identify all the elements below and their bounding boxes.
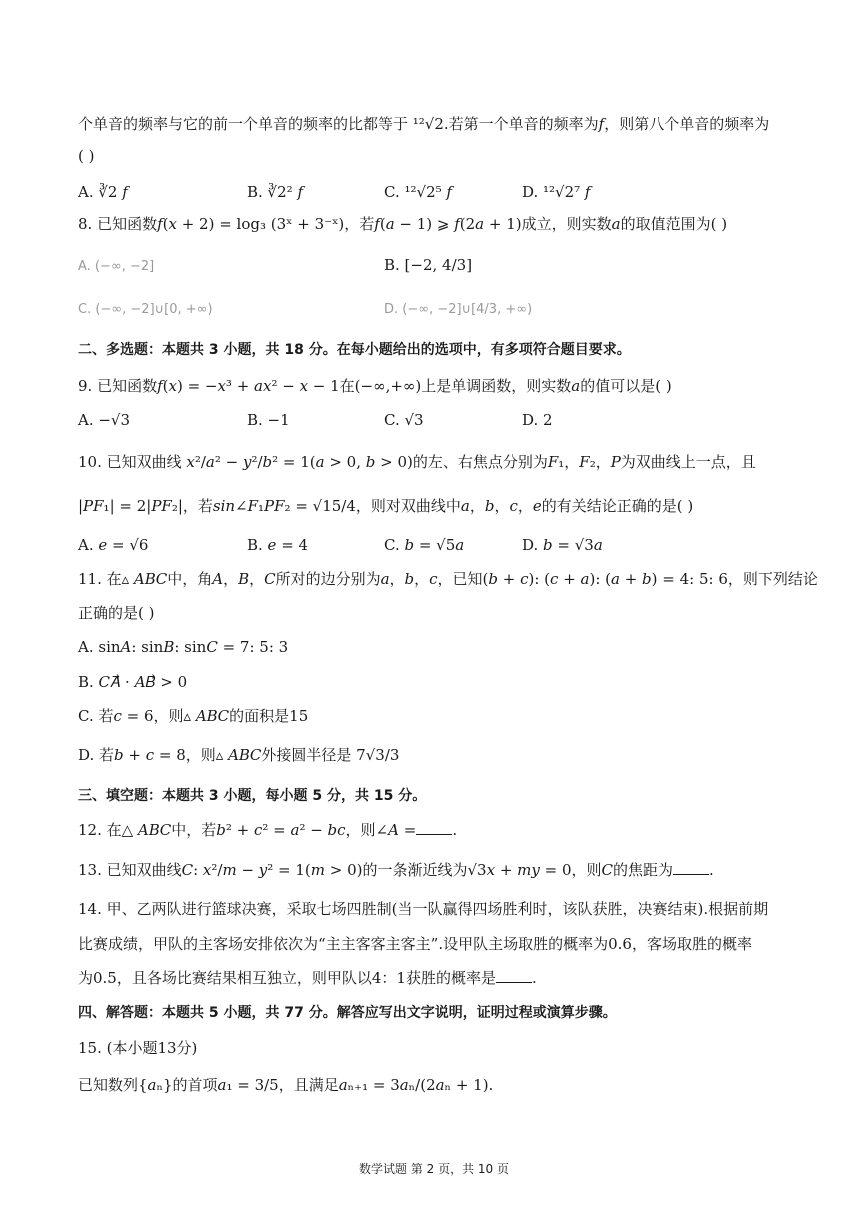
section-4-heading: 四、解答题：本题共 5 小题，共 77 分。解答应写出文字说明，证明过程或演算步骤。	[78, 1005, 617, 1021]
q8-option-c-text: C. (−∞, −2]∪[0, +∞)	[78, 302, 213, 317]
q13-answer-blank[interactable]	[673, 860, 709, 875]
q7-option-d: D. ¹²√2⁷ 𝑓	[522, 183, 591, 201]
q14-line3: 为0.5，且各场比赛结果相互独立，则甲队以4：1获胜的概率是 .	[78, 969, 537, 987]
q11-line1: 11. 在▵ 𝐴𝐵𝐶中，角𝐴，𝐵，𝐶所对的边分别为𝑎，𝑏，𝑐，已知(𝑏 + 𝑐): (𝑐 + 𝑎): (𝑎 + 𝑏) = 4: 5: 6，则下列结论	[78, 570, 818, 588]
q10-option-b: B. 𝑒 = 4	[247, 536, 309, 554]
q10-option-c: C. 𝑏 = √5𝑎	[384, 536, 465, 554]
q8-option-c	[78, 298, 213, 320]
q10-line2: |𝑃𝐹₁| = 2|𝑃𝐹₂|，若𝑠𝑖𝑛∠𝐹₁𝑃𝐹₂ = √15/4，则对双曲线中𝑎，𝑏，𝑐，𝑒的有关结论正确的是( )	[78, 497, 694, 515]
q12: 12. 在△ 𝐴𝐵𝐶中，若𝑏² + 𝑐² = 𝑎² − 𝑏𝑐，则∠𝐴 = .	[78, 821, 458, 839]
q8-option-d-text: D. (−∞, −2]∪[4/3, +∞)	[384, 302, 533, 317]
q8-option-a	[78, 255, 154, 277]
section-3-heading: 三、填空题：本题共 3 小题，每小题 5 分，共 15 分。	[78, 788, 427, 804]
q11-option-b: B. 𝐶𝐴⃗ ⋅ 𝐴𝐵⃗ > 0	[78, 673, 188, 691]
q9-option-c: C. √3	[384, 411, 424, 429]
q14-line2: 比赛成绩，甲队的主客场安排依次为“主主客客主客主”.设甲队主场取胜的概率为0.6，客场取胜的概率	[78, 935, 752, 953]
page-footer: 数学试题 第 2 页，共 10 页	[359, 1162, 509, 1176]
q7-option-c: C. ¹²√2⁵ 𝑓	[384, 183, 452, 201]
q9-option-a: A. −√3	[78, 411, 131, 429]
q14-line3-text: 为0.5，且各场比赛结果相互独立，则甲队以4：1获胜的概率是	[78, 969, 496, 987]
q9-option-d: D. 2	[522, 411, 553, 429]
q8-stem: 8. 已知函数𝑓(𝑥 + 2) = log₃ (3ˣ + 3⁻ˣ)，若𝑓(𝑎 − 1) ⩾ 𝑓(2𝑎 + 1)成立，则实数𝑎的取值范围为( )	[78, 215, 728, 233]
q7-option-a: A. ∛2 𝑓	[78, 183, 128, 201]
q15-heading: 15. (本小题13分)	[78, 1039, 198, 1057]
q14-line1: 14. 甲、乙两队进行篮球决赛，采取七场四胜制(当一队赢得四场胜利时，该队获胜，决赛结束).根据前期	[78, 900, 769, 918]
q10-option-d: D. 𝑏 = √3𝑎	[522, 536, 603, 554]
q7-continuation-line1: 个单音的频率与它的前一个单音的频率的比都等于 ¹²√2.若第一个单音的频率为𝑓，则第八个单音的频率为	[78, 115, 770, 133]
q9-option-b: B. −1	[247, 411, 290, 429]
q10-line1: 10. 已知双曲线 𝑥²/𝑎² − 𝑦²/𝑏² = 1(𝑎 > 0, 𝑏 > 0)的左、右焦点分别为𝐹₁，𝐹₂，𝑃为双曲线上一点，且	[78, 453, 756, 471]
q8-option-b: B. [−2, 4/3]	[384, 256, 473, 274]
q13-text: 13. 已知双曲线𝐶: 𝑥²/𝑚 − 𝑦² = 1(𝑚 > 0)的一条渐近线为√3𝑥 + 𝑚𝑦 = 0，则𝐶的焦距为	[78, 861, 673, 879]
q8-option-a-text: A. (−∞, −2]	[78, 259, 155, 274]
q12-text: 12. 在△ 𝐴𝐵𝐶中，若𝑏² + 𝑐² = 𝑎² − 𝑏𝑐，则∠𝐴 =	[78, 821, 417, 839]
q11-option-c: C. 若𝑐 = 6，则▵ 𝐴𝐵𝐶的面积是15	[78, 707, 309, 725]
q9-stem: 9. 已知函数𝑓(𝑥) = −𝑥³ + 𝑎𝑥² − 𝑥 − 1在(−∞,+∞)上是单调函数，则实数𝑎的值可以是( )	[78, 377, 672, 395]
q8-option-d	[384, 298, 532, 320]
q12-answer-blank[interactable]	[416, 820, 452, 835]
q7-option-b: B. ∛2² 𝑓	[247, 183, 303, 201]
section-2-heading: 二、多选题：本题共 3 小题，共 18 分。在每小题给出的选项中，有多项符合题目要求。	[78, 342, 631, 358]
q13: 13. 已知双曲线𝐶: 𝑥²/𝑚 − 𝑦² = 1(𝑚 > 0)的一条渐近线为√3𝑥 + 𝑚𝑦 = 0，则𝐶的焦距为 .	[78, 861, 714, 879]
q15-line1: 已知数列{𝑎ₙ}的首项𝑎₁ = 3/5，且满足𝑎ₙ₊₁ = 3𝑎ₙ/(2𝑎ₙ + 1).	[78, 1076, 494, 1094]
q11-option-d: D. 若𝑏 + 𝑐 = 8，则▵ 𝐴𝐵𝐶外接圆半径是 7√3/3	[78, 746, 400, 764]
q11-option-a: A. sin𝐴: sin𝐵: sin𝐶 = 7: 5: 3	[78, 638, 289, 656]
q11-line2: 正确的是( )	[78, 604, 155, 622]
q10-option-a: A. 𝑒 = √6	[78, 536, 149, 554]
q14-answer-blank[interactable]	[496, 968, 532, 983]
q7-continuation-line2: ( )	[78, 147, 95, 165]
